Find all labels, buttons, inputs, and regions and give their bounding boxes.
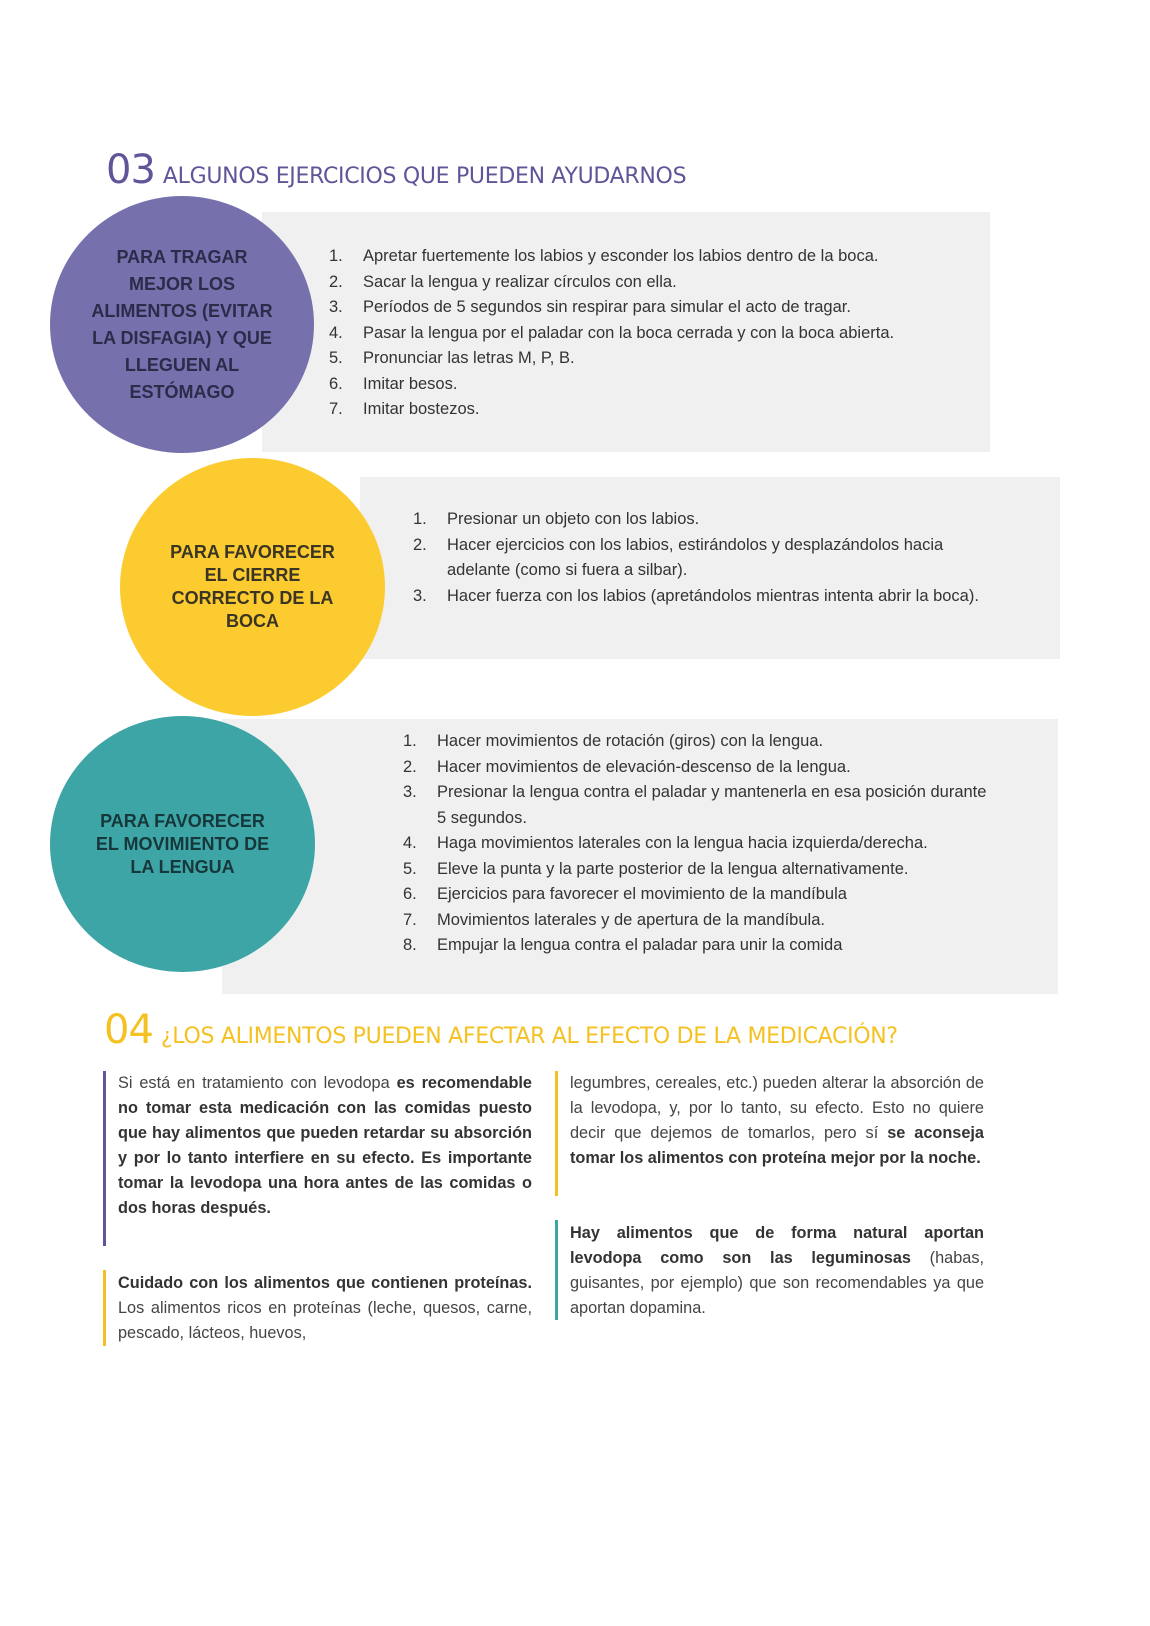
section-title: ALGUNOS EJERCICIOS QUE PUEDEN AYUDARNOS [162, 164, 687, 189]
list-item: 1. Apretar fuertemente los labios y esconder los labios dentro de la boca. [329, 247, 879, 265]
paragraph-proteins-continued: legumbres, cereales, etc.) pueden alterar la absorción de la levodopa, y, por lo tanto, su efecto. Esto no quiere decir que dejemos de tomarlos, pero sí se aconseja tomar los alimentos con proteína mejor por la noche. [570, 1074, 984, 1167]
list-item: 2. Hacer ejercicios con los labios, estirándolos y desplazándolos hacia adelante (como si fuera a silbar). [413, 535, 944, 579]
list-item: 4. Haga movimientos laterales con la lengua hacia izquierda/derecha. [403, 834, 928, 852]
list-item: 3. Hacer fuerza con los labios (apretándolos mientras intenta abrir la boca). [413, 586, 979, 605]
list-item: 6. Ejercicios para favorecer el movimiento de la mandíbula [403, 885, 847, 903]
section-number: 03 [106, 147, 155, 193]
section-04-heading [104, 1007, 898, 1053]
exercise-list-swallowing [329, 244, 969, 423]
list-item: 2. Hacer movimientos de elevación-descenso de la lengua. [403, 757, 851, 776]
list-item: 4. Pasar la lengua por el paladar con la boca cerrada y con la boca abierta. [329, 323, 895, 342]
list-item: 2. Sacar la lengua y realizar círculos con ella. [329, 272, 677, 291]
section-title: ¿LOS ALIMENTOS PUEDEN AFECTAR AL EFECTO DE LA MEDICACIÓN? [160, 1024, 898, 1049]
list-item: 3. Presionar la lengua contra el paladar y mantenerla en esa posición durante 5 segundos. [403, 783, 987, 827]
list-item: 8. Empujar la lengua contra el paladar para unir la comida [403, 936, 843, 954]
list-item: 7. Movimientos laterales y de apertura de la mandíbula. [403, 910, 825, 929]
list-item: 5. Pronunciar las letras M, P, B. [329, 349, 575, 367]
section-03-heading [106, 147, 687, 193]
list-item: 5. Eleve la punta y la parte posterior de la lengua alternativamente. [403, 859, 909, 878]
list-item: 7. Imitar bostezos. [329, 400, 480, 418]
list-item: 1. Presionar un objeto con los labios. [413, 510, 700, 528]
circle-label: PARA FAVORECER EL CIERRE CORRECTO DE LA BOCA [170, 542, 335, 631]
circle-label: PARA TRAGAR MEJOR LOS ALIMENTOS (EVITAR LA DISFAGIA) Y QUE LLEGUEN AL ESTÓMAGO [91, 246, 273, 402]
list-item: 1. Hacer movimientos de rotación (giros) con la lengua. [403, 732, 824, 750]
paragraph-legumes: Hay alimentos que de forma natural aportan levodopa como son las leguminosas (habas, guisantes, por ejemplo) que son recomendables ya que aportan dopamina. [570, 1224, 984, 1317]
list-item: 6. Imitar besos. [329, 374, 458, 393]
paragraph-levodopa: Si está en tratamiento con levodopa es recomendable no tomar esta medicación con las comidas puesto que hay alimentos que pueden retardar su absorción y por lo tanto interfiere en su efecto. Es importante tomar la levodopa una hora antes de las comidas o dos horas después. [118, 1074, 532, 1217]
circle-swallowing [50, 196, 314, 453]
circle-label: PARA FAVORECER EL MOVIMIENTO DE LA LENGUA [95, 810, 270, 877]
section-number: 04 [104, 1007, 153, 1053]
exercise-list-tongue [403, 729, 994, 959]
circle-tongue [50, 716, 315, 972]
exercise-list-mouth-closure [413, 507, 1003, 609]
circle-mouth-closure [120, 458, 385, 716]
paragraph-proteins: Cuidado con los alimentos que contienen proteínas. Los alimentos ricos en proteínas (leche, quesos, carne, pescado, lácteos, huevos, [118, 1274, 532, 1342]
list-item: 3. Períodos de 5 segundos sin respirar para simular el acto de tragar. [329, 298, 851, 316]
